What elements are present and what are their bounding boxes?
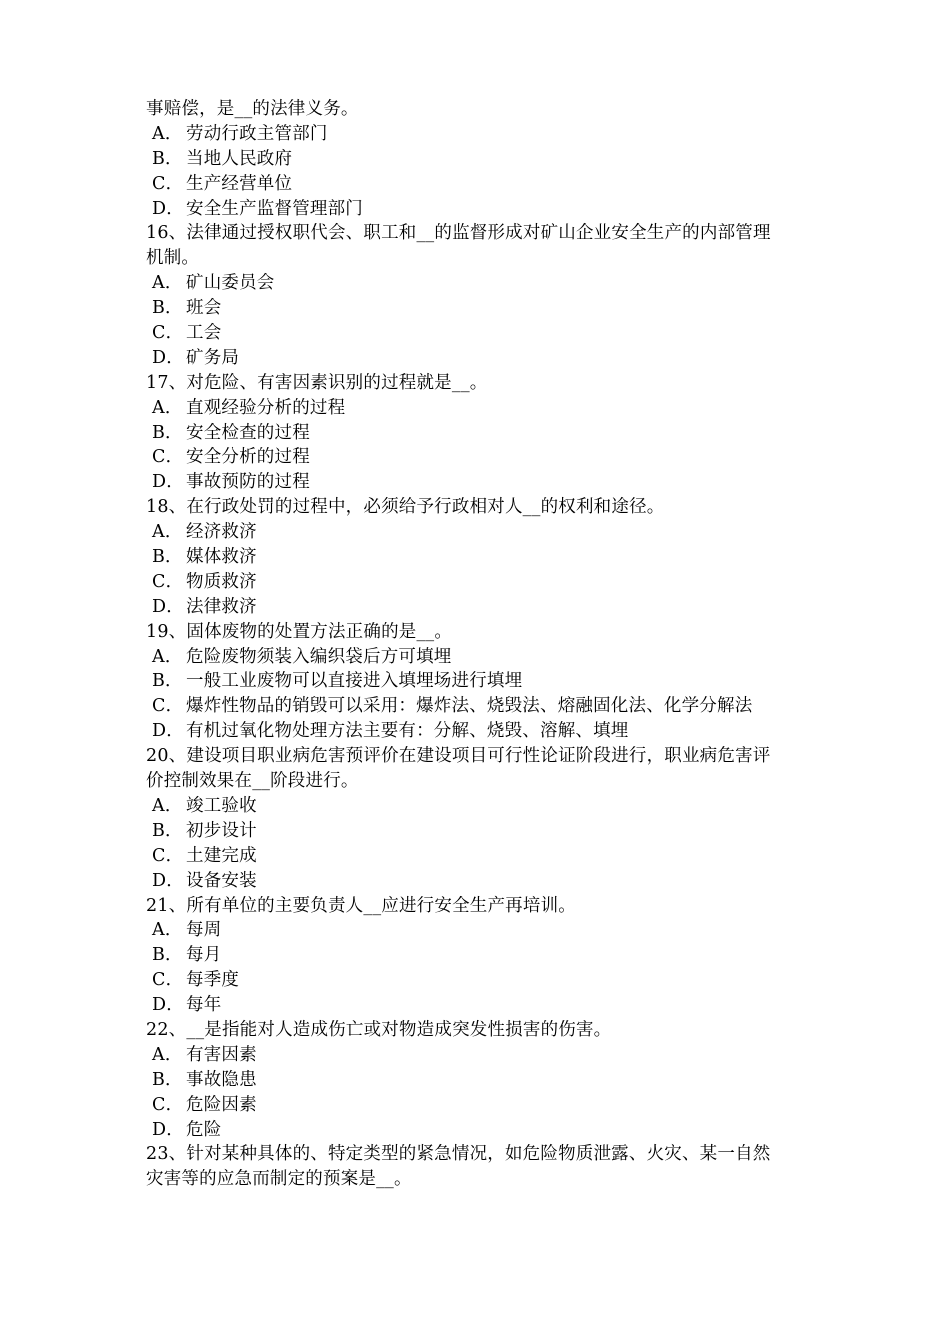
- option-letter: C．: [152, 447, 184, 468]
- option-text: 班会: [186, 298, 222, 319]
- option-letter: D．: [152, 995, 184, 1016]
- option-letter: A．: [152, 1044, 183, 1065]
- option-letter: C．: [152, 845, 184, 866]
- option-letter: D．: [152, 472, 184, 493]
- option-text: 每月: [186, 945, 222, 966]
- question-stem-line: 17、对危险、有害因素识别的过程就是__。: [146, 372, 488, 393]
- option-letter: A．: [152, 273, 183, 294]
- question-stem-line: 23、针对某种具体的、特定类型的紧急情况，如危险物质泄露、火灾、某一自然: [146, 1144, 771, 1165]
- question-stem-line: 22、__是指能对人造成伤亡或对物造成突发性损害的伤害。: [146, 1019, 612, 1040]
- option-letter: A．: [152, 646, 183, 667]
- option-text: 竣工验收: [186, 795, 257, 816]
- option-text: 安全检查的过程: [186, 422, 310, 443]
- option-text: 危险: [186, 1119, 222, 1140]
- option-letter: B．: [152, 1069, 183, 1090]
- option-letter: D．: [152, 198, 184, 219]
- option: [146, 1093, 818, 1118]
- option: [146, 296, 818, 321]
- option: [146, 346, 818, 371]
- option-text: 直观经验分析的过程: [186, 397, 346, 418]
- option-letter: B．: [152, 820, 183, 841]
- question: [146, 221, 818, 370]
- option-text: 安全分析的过程: [186, 447, 310, 468]
- option: [146, 520, 818, 545]
- option-text: 矿务局: [186, 347, 240, 368]
- option-letter: C．: [152, 696, 184, 717]
- option-text: 事故隐患: [186, 1069, 257, 1090]
- option: [146, 844, 818, 869]
- option-text: 设备安装: [186, 870, 257, 891]
- option-letter: B．: [152, 422, 183, 443]
- option: [146, 694, 818, 719]
- option-text: 经济救济: [186, 522, 257, 543]
- question-stem-line: 价控制效果在__阶段进行。: [146, 771, 359, 792]
- question: [146, 495, 818, 619]
- question-stem-line: 16、法律通过授权职代会、职工和__的监督形成对矿山企业安全生产的内部管理: [146, 223, 771, 244]
- option: [146, 421, 818, 446]
- option-letter: C．: [152, 1094, 184, 1115]
- option: [146, 1068, 818, 1093]
- question: [146, 894, 818, 1018]
- option-text: 每季度: [186, 970, 240, 991]
- option: [146, 918, 818, 943]
- option-text: 有害因素: [186, 1044, 257, 1065]
- option-letter: C．: [152, 571, 184, 592]
- option-text: 危险废物须装入编织袋后方可填埋: [186, 646, 452, 667]
- question-content: [146, 97, 818, 1192]
- option: [146, 545, 818, 570]
- option-text: 劳动行政主管部门: [186, 123, 328, 144]
- question-stem-line: 19、固体废物的处置方法正确的是__。: [146, 621, 453, 642]
- option: [146, 1118, 818, 1143]
- option: [146, 197, 818, 222]
- option-letter: C．: [152, 173, 184, 194]
- option-text: 物质救济: [186, 571, 257, 592]
- question-stem-line: 事赔偿，是__的法律义务。: [146, 99, 359, 119]
- option-letter: A．: [152, 123, 183, 144]
- option: [146, 794, 818, 819]
- option-text: 媒体救济: [186, 547, 257, 568]
- option-text: 每周: [186, 920, 222, 941]
- option: [146, 968, 818, 993]
- option-text: 法律救济: [186, 596, 257, 617]
- option: [146, 172, 818, 197]
- option: [146, 470, 818, 495]
- option-text: 安全生产监督管理部门: [186, 198, 363, 219]
- question-stem-line: 18、在行政处罚的过程中，必须给予行政相对人__的权利和途径。: [146, 497, 665, 518]
- option-text: 矿山委员会: [186, 273, 275, 294]
- option-letter: B．: [152, 298, 183, 319]
- option-letter: B．: [152, 547, 183, 568]
- option: [146, 321, 818, 346]
- option: [146, 595, 818, 620]
- option-text: 工会: [186, 323, 222, 344]
- option-text: 土建完成: [186, 845, 257, 866]
- option: [146, 147, 818, 172]
- option-letter: A．: [152, 522, 183, 543]
- option: [146, 122, 818, 147]
- option: [146, 271, 818, 296]
- option: [146, 993, 818, 1018]
- option-text: 爆炸性物品的销毁可以采用：爆炸法、烧毁法、熔融固化法、化学分解法: [186, 696, 753, 717]
- option-letter: A．: [152, 397, 183, 418]
- option-letter: C．: [152, 970, 184, 991]
- option-letter: A．: [152, 920, 183, 941]
- option-text: 每年: [186, 995, 222, 1016]
- question: [146, 744, 818, 893]
- option-text: 初步设计: [186, 820, 257, 841]
- option: [146, 645, 818, 670]
- option-letter: A．: [152, 795, 183, 816]
- option: [146, 943, 818, 968]
- question-stem-line: 21、所有单位的主要负责人__应进行安全生产再培训。: [146, 895, 576, 916]
- option: [146, 819, 818, 844]
- option: [146, 396, 818, 421]
- option-text: 危险因素: [186, 1094, 257, 1115]
- question-stem-line: 灾害等的应急而制定的预案是__。: [146, 1169, 412, 1190]
- option-letter: B．: [152, 945, 183, 966]
- option: [146, 1043, 818, 1068]
- question: [146, 1018, 818, 1142]
- option-letter: B．: [152, 671, 183, 692]
- question: [146, 371, 818, 495]
- option: [146, 445, 818, 470]
- option-text: 有机过氧化物处理方法主要有：分解、烧毁、溶解、填埋: [186, 721, 629, 742]
- option-letter: D．: [152, 1119, 184, 1140]
- option-letter: D．: [152, 870, 184, 891]
- option-letter: B．: [152, 148, 183, 169]
- option: [146, 669, 818, 694]
- question-stem-line: 机制。: [146, 248, 200, 269]
- question-stem-line: 20、建设项目职业病危害预评价在建设项目可行性论证阶段进行，职业病危害评: [146, 746, 771, 767]
- option: [146, 869, 818, 894]
- option-text: 生产经营单位: [186, 173, 293, 194]
- option-letter: C．: [152, 323, 184, 344]
- option: [146, 719, 818, 744]
- option-letter: D．: [152, 596, 184, 617]
- question: [146, 1142, 818, 1192]
- option-text: 当地人民政府: [186, 148, 293, 169]
- option-letter: D．: [152, 721, 184, 742]
- question: [146, 620, 818, 744]
- option-text: 一般工业废物可以直接进入填埋场进行填埋: [186, 671, 523, 692]
- option: [146, 570, 818, 595]
- option-letter: D．: [152, 347, 184, 368]
- option-text: 事故预防的过程: [186, 472, 310, 493]
